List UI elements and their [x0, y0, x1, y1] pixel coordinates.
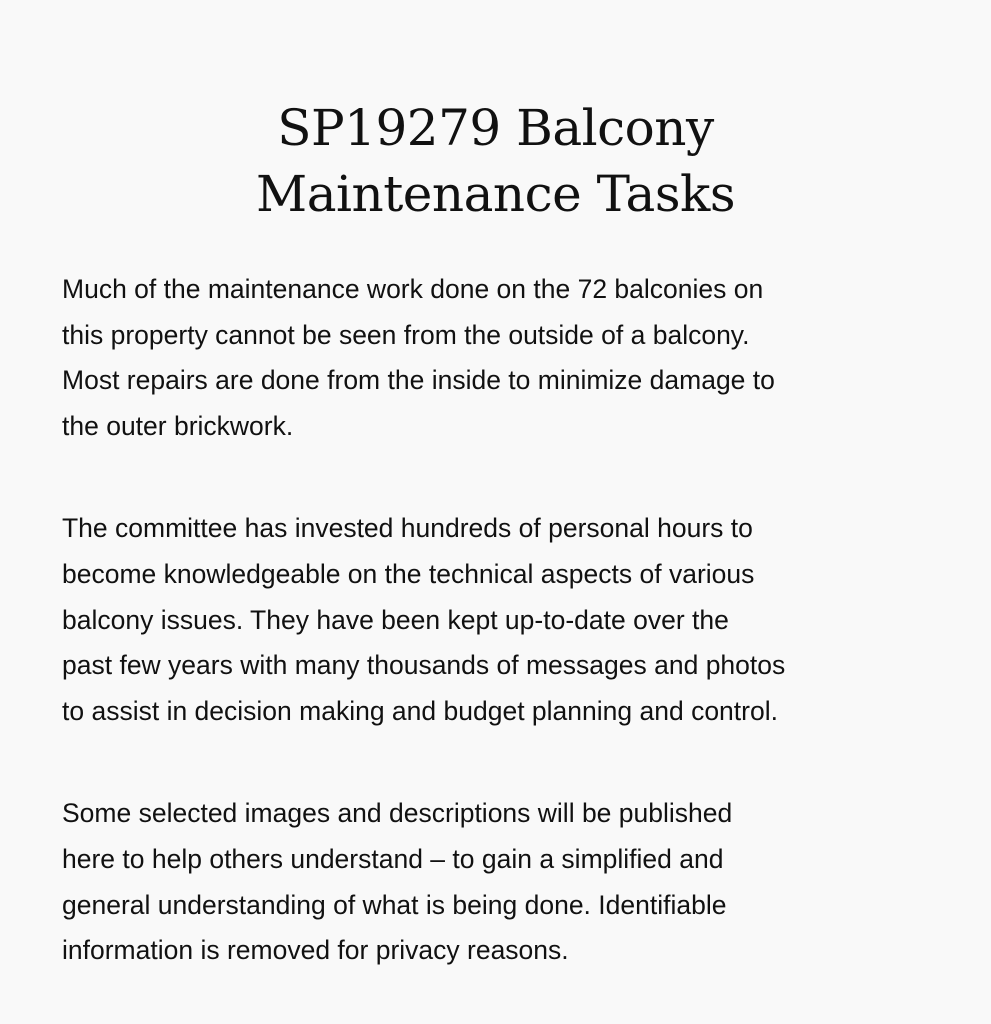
- paragraph-line: to assist in decision making and budget planning and control.: [62, 695, 778, 726]
- paragraph-line: Much of the maintenance work done on the 72 balconies on: [62, 274, 764, 304]
- paragraph-line: general understanding of what is being done. Identifiable: [62, 889, 727, 920]
- page-title: [62, 95, 929, 227]
- paragraph-line: The committee has invested hundreds of personal hours to: [62, 513, 753, 544]
- paragraph-line: Most repairs are done from the inside to minimize damage to: [62, 365, 775, 396]
- paragraph-line: Some selected images and descriptions will be published: [62, 798, 733, 829]
- paragraph-line: here to help others understand – to gain a simplified and: [62, 843, 724, 874]
- paragraph-line: become knowledgeable on the technical aspects of various: [62, 558, 755, 589]
- paragraph-2: [62, 506, 932, 734]
- paragraph-line: this property cannot be seen from the outside of a balcony.: [62, 319, 750, 350]
- paragraph-line: past few years with many thousands of messages and photos: [62, 650, 786, 681]
- paragraph-line: information is removed for privacy reasons.: [62, 935, 569, 966]
- paragraph-line: the outer brickwork.: [62, 410, 294, 441]
- paragraph-line: balcony issues. They have been kept up-to-date over the: [62, 604, 729, 635]
- article-body: [62, 267, 932, 974]
- paragraph-1: [62, 267, 932, 449]
- paragraph-3: [62, 791, 932, 973]
- page-title-line-2: Maintenance Tasks: [256, 165, 735, 223]
- page-title-line-1: SP19279 Balcony: [277, 99, 714, 157]
